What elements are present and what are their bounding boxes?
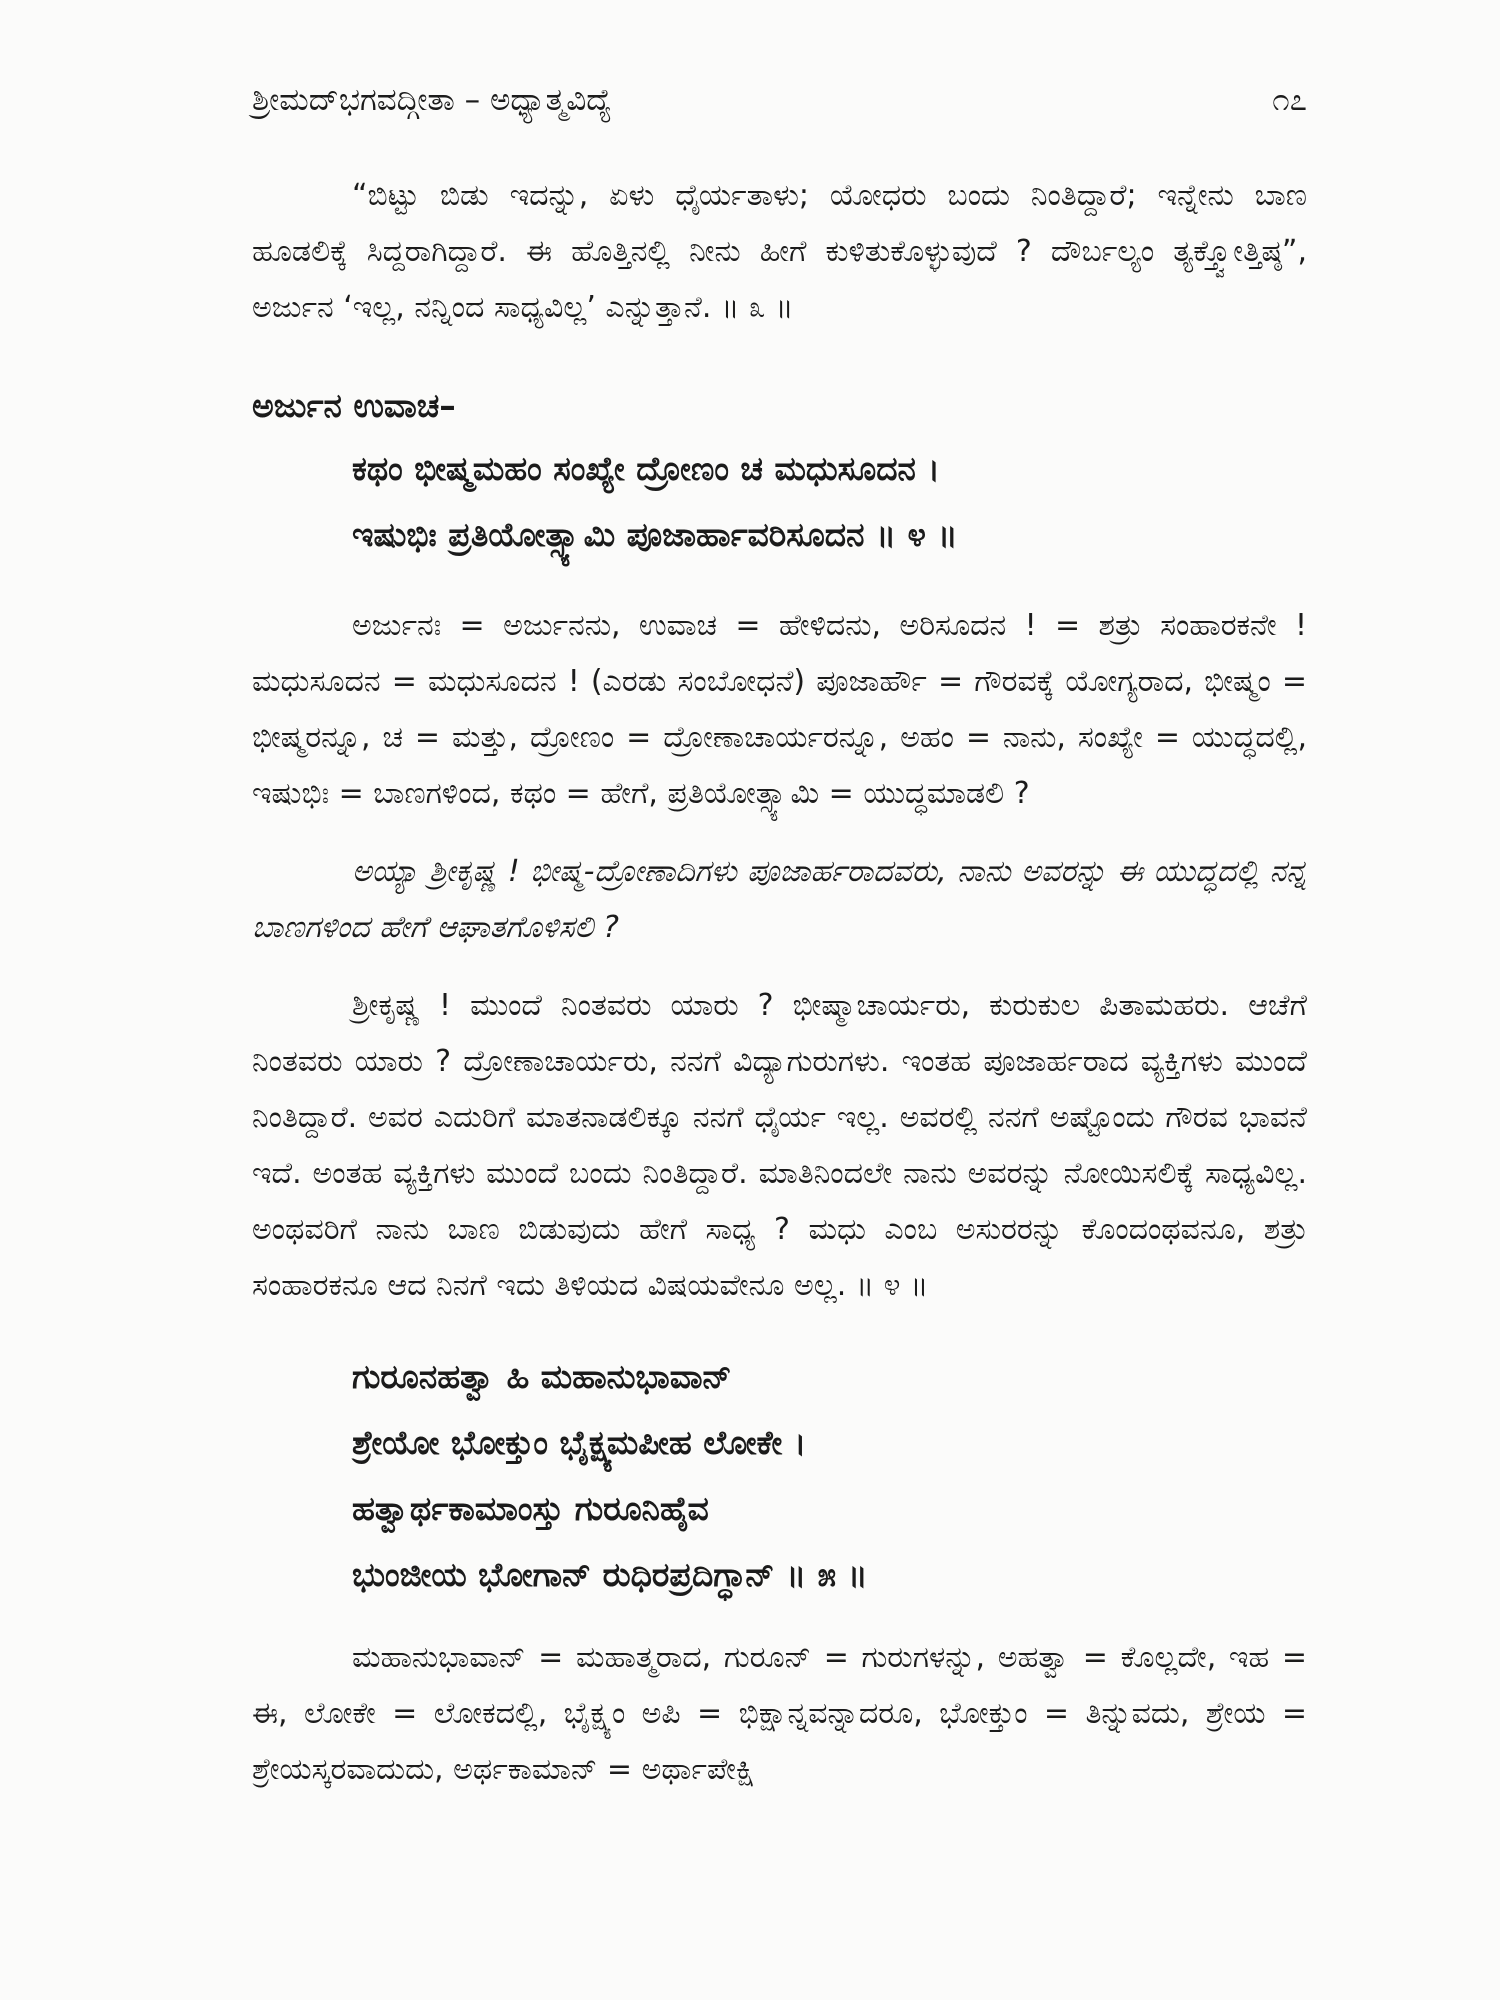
verse-5 <box>252 1344 1307 1608</box>
page-number: ೧೭ <box>1272 82 1307 118</box>
speaker-heading: ಅರ್ಜುನ ಉವಾಚ– <box>252 386 456 425</box>
word-meaning-verse5: ಮಹಾನುಭಾವಾನ್ = ಮಹಾತ್ಮರಾದ, ಗುರೂನ್ = ಗುರುಗಳನ್ನು, ಅಹತ್ವಾ = ಕೊಲ್ಲದೇ, ಇಹ = ಈ, ಲೋಕೇ = ಲೋಕದಲ್ಲಿ, ಭೈಕ್ಷ್ಯಂ ಅಪಿ = ಭಿಕ್ಷಾನ್ನವನ್ನಾದರೂ, ಭೋಕ್ತುಂ = ತಿನ್ನುವದು, ಶ್ರೇಯ = ಶ್ರೇಯಸ್ಕರವಾದುದು, ಅರ್ಥಕಾಮಾನ್ = ಅರ್ಥಾಪೇಕ್ಷಿ <box>252 1640 1307 1787</box>
verse-line: ಇಷುಭಿಃ ಪ್ರತಿಯೋತ್ಸ್ಯಾಮಿ ಪೂಜಾರ್ಹಾವರಿಸೂದನ ॥ ೪ ॥ <box>352 515 958 554</box>
translation-verse4: ಅಯ್ಯಾ ಶ್ರೀಕೃಷ್ಣ ! ಭೀಷ್ಮ-ದ್ರೋಣಾದಿಗಳು ಪೂಜಾರ್ಹರಾದವರು, ನಾನು ಅವರನ್ನು ಈ ಯುದ್ಧದಲ್ಲಿ ನನ್ನ ಬಾಣಗಳಿಂದ ಹೇಗೆ ಆಘಾತಗೊಳಿಸಲಿ ? <box>252 854 1307 945</box>
word-meaning-verse4: ಅರ್ಜುನಃ = ಅರ್ಜುನನು, ಉವಾಚ = ಹೇಳಿದನು, ಅರಿಸೂದನ ! = ಶತ್ರು ಸಂಹಾರಕನೇ ! ಮಧುಸೂದನ = ಮಧುಸೂದನ ! (ಎರಡು ಸಂಬೋಧನೆ) ಪೂಜಾರ್ಹೌ = ಗೌರವಕ್ಕೆ ಯೋಗ್ಯರಾದ, ಭೀಷ್ಮಂ = ಭೀಷ್ಮರನ್ನೂ, ಚ = ಮತ್ತು, ದ್ರೋಣಂ = ದ್ರೋಣಾಚಾರ್ಯರನ್ನೂ, ಅಹಂ = ನಾನು, ಸಂಖ್ಯೇ = ಯುದ್ಧದಲ್ಲಿ, ಇಷುಭಿಃ = ಬಾಣಗಳಿಂದ, ಕಥಂ = ಹೇಗೆ, ಪ್ರತಿಯೋತ್ಸ್ಯಾಮಿ = ಯುದ್ಧಮಾಡಲಿ ? <box>252 608 1307 811</box>
verse-line: ಗುರೂನಹತ್ವಾ ಹಿ ಮಹಾನುಭಾವಾನ್ <box>352 1357 732 1396</box>
verse-line: ಕಥಂ ಭೀಷ್ಮಮಹಂ ಸಂಖ್ಯೇ ದ್ರೋಣಂ ಚ ಮಧುಸೂದನ । <box>352 449 940 488</box>
verse-line: ಶ್ರೇಯೋ ಭೋಕ್ತುಂ ಭೈಕ್ಷ್ಯಮಪೀಹ ಲೋಕೇ । <box>352 1423 807 1462</box>
commentary-verse4: ಶ್ರೀಕೃಷ್ಣ ! ಮುಂದೆ ನಿಂತವರು ಯಾರು ? ಭೀಷ್ಮಾಚಾರ್ಯರು, ಕುರುಕುಲ ಪಿತಾಮಹರು. ಆಚೆಗೆ ನಿಂತವರು ಯಾರು ? ದ್ರೋಣಾಚಾರ್ಯರು, ನನಗೆ ವಿದ್ಯಾಗುರುಗಳು. ಇಂತಹ ಪೂಜಾರ್ಹರಾದ ವ್ಯಕ್ತಿಗಳು ಮುಂದೆ ನಿಂತಿದ್ದಾರೆ. ಅವರ ಎದುರಿಗೆ ಮಾತನಾಡಲಿಕ್ಕೂ ನನಗೆ ಧೈರ್ಯ ಇಲ್ಲ. ಅವರಲ್ಲಿ ನನಗೆ ಅಷ್ಟೊಂದು ಗೌರವ ಭಾವನೆ ಇದೆ. ಅಂತಹ ವ್ಯಕ್ತಿಗಳು ಮುಂದೆ ಬಂದು ನಿಂತಿದ್ದಾರೆ. ಮಾತಿನಿಂದಲೇ ನಾನು ಅವರನ್ನು ನೋಯಿಸಲಿಕ್ಕೆ ಸಾಧ್ಯವಿಲ್ಲ. ಅಂಥವರಿಗೆ ನಾನು ಬಾಣ ಬಿಡುವುದು ಹೇಗೆ ಸಾಧ್ಯ ? ಮಧು ಎಂಬ ಅಸುರರನ್ನು ಕೊಂದಂಥವನೂ, ಶತ್ರು ಸಂಹಾರಕನೂ ಆದ ನಿನಗೆ ಇದು ತಿಳಿಯದ ವಿಷಯವೇನೂ ಅಲ್ಲ. ॥ ೪ ॥ <box>252 988 1307 1303</box>
verse-line: ಭುಂಜೀಯ ಭೋಗಾನ್ ರುಧಿರಪ್ರದಿಗ್ಧಾನ್ ॥ ೫ ॥ <box>352 1555 868 1594</box>
verse-4 <box>252 436 1307 568</box>
running-header <box>252 76 1307 124</box>
paragraph-verse3-commentary: “ಬಿಟ್ಟು ಬಿಡು ಇದನ್ನು, ಏಳು ಧೈರ್ಯತಾಳು; ಯೋಧರು ಬಂದು ನಿಂತಿದ್ದಾರೆ; ಇನ್ನೇನು ಬಾಣ ಹೂಡಲಿಕ್ಕೆ ಸಿದ್ದರಾಗಿದ್ದಾರೆ. ಈ ಹೊತ್ತಿನಲ್ಲಿ ನೀನು ಹೀಗೆ ಕುಳಿತುಕೊಳ್ಳುವುದೆ ? ದೌರ್ಬಲ್ಯಂ ತ್ಯಕ್ತ್ವೋತ್ತಿಷ್ಠ”, ಅರ್ಜುನ ‘ಇಲ್ಲ, ನನ್ನಿಂದ ಸಾಧ್ಯವಿಲ್ಲ’ ಎನ್ನುತ್ತಾನೆ. ॥ ೩ ॥ <box>252 178 1307 325</box>
header-title: ಶ್ರೀಮದ್‌ಭಗವದ್ಗೀತಾ – ಅಧ್ಯಾತ್ಮವಿದ್ಯೆ <box>252 82 612 118</box>
page-body <box>252 168 1307 1798</box>
verse-line: ಹತ್ವಾರ್ಥಕಾಮಾಂಸ್ತು ಗುರೂನಿಹೈವ <box>352 1489 709 1528</box>
